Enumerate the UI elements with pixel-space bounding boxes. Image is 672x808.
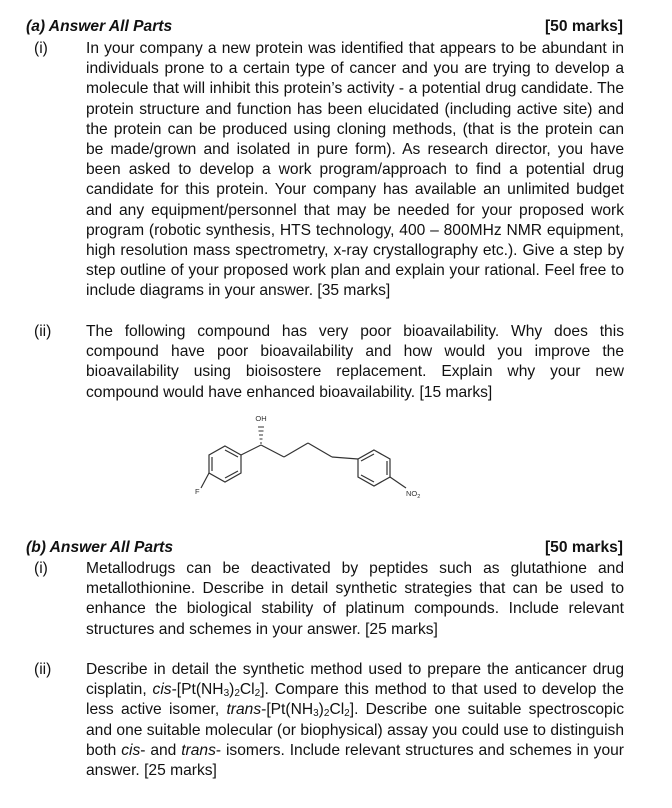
question-a-ii-text: The following compound has very poor bioavailability. Why does this compound have poor bioavailability and how would you improve the bioavailability using bioisostere replacement. Explain why your new compound would have enhanced bioavailability. [15 marks]	[86, 323, 624, 401]
question-a-i-text: In your company a new protein was identified that appears to be abundant in individuals prone to a certain type of cancer and you are trying to develop a molecule that will inhibit this protein’s activity - a potential drug candidate. The protein structure and function has been elucidated (including active site) and the protein can be produced using cloning methods, (that is the protein can be made/grown and isolated in pure form). As research director, you have been asked to develop a work program/approach to find a potential drug candidate for this protein. Your company has available an unlimited budget and any equipment/personnel that may be needed for your proposed work program (robotic synthesis, HTS technology, 400 – 800MHz NMR equipment, high resolution mass spectrometry, x-ray crystallography etc.). Give a step by step outline of your proposed work plan and explain your rational. Feel free to include diagrams in your answer. [35 marks]	[86, 40, 624, 300]
no2-bond	[390, 477, 406, 488]
part-b-marks: [50 marks]	[544, 539, 623, 556]
fluorophenyl-ring	[209, 446, 241, 482]
f-bond	[201, 473, 209, 488]
part-b-title: (b) Answer All Parts	[26, 539, 174, 556]
question-b-i-number: (i)	[34, 560, 48, 577]
no2-label: $NO_2$	[406, 489, 421, 500]
question-b-ii-text: Describe in detail the synthetic method used to prepare the anticancer drug cisplatin, cis-$[Pt(NH_3)_2Cl_2]$. Compare this method to that used to develop the less active isomer, trans-$[Pt(NH_3)_2Cl_2]$. Describe one suitable spectroscopic and one suitable molecular (or biophysical) assay you could use to distinguish both cis- and trans- isomers. Include relevant structures and schemes in your answer. [25 marks]	[86, 661, 624, 780]
question-a-i-number: (i)	[34, 40, 48, 57]
hashed-wedge-bond	[258, 427, 264, 443]
oh-label: OH	[255, 414, 267, 423]
part-a-header	[26, 17, 623, 37]
question-b-ii-number: (ii)	[34, 661, 52, 678]
part-a-marks: [50 marks]	[544, 18, 623, 35]
question-b-i-text: Metallodrugs can be deactivated by peptides such as glutathione and metallothionine. Describe in detail synthetic strategies that can be used to enhance the biological stability of platinum compounds. Include relevant structures and schemes in your answer. [25 marks]	[86, 560, 624, 638]
part-b-header	[26, 538, 623, 558]
f-label: F	[195, 487, 200, 496]
part-a-title: (a) Answer All Parts	[26, 18, 173, 35]
nitrophenyl-ring	[358, 450, 390, 486]
chemical-structure	[188, 410, 468, 510]
question-a-ii-number: (ii)	[34, 323, 52, 340]
